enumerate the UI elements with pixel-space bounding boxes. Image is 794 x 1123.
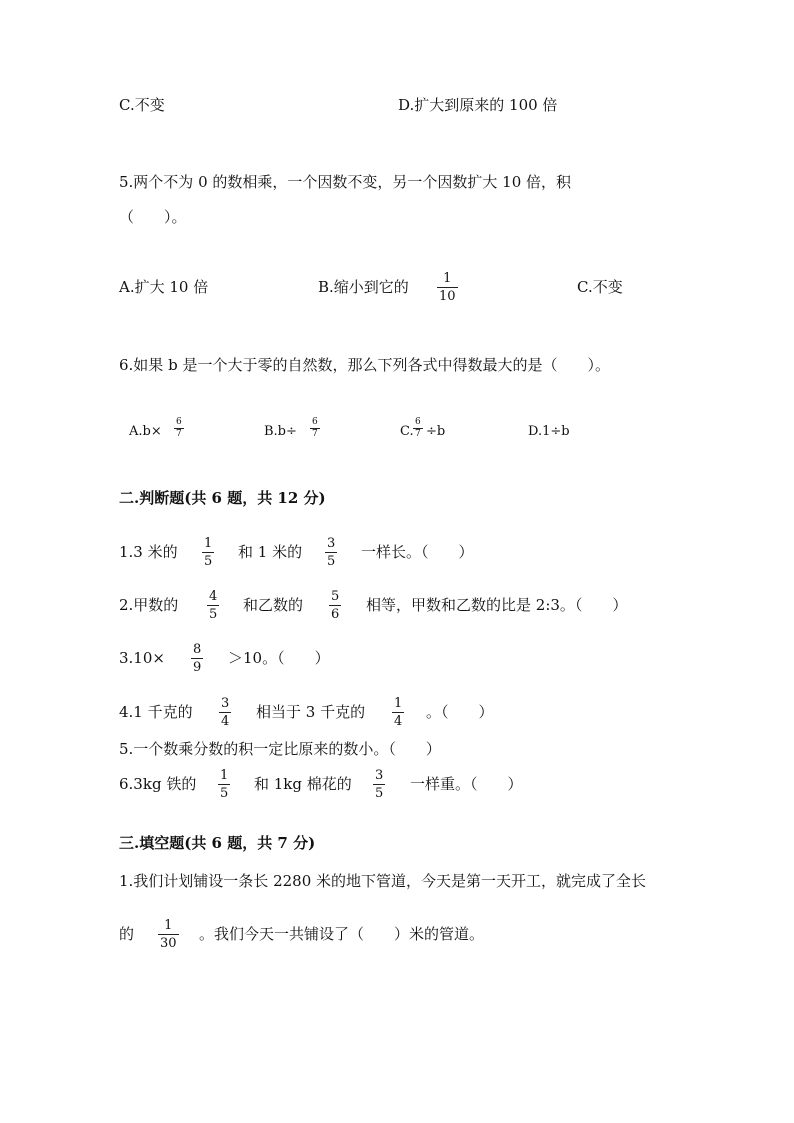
fraction-numerator: 1 [394, 696, 403, 711]
j4-text-b: 相当于 3 千克的 [256, 703, 366, 721]
fraction-numerator: 1 [220, 768, 229, 783]
f1-text-post: 。我们今天一共铺设了（ ）米的管道。 [199, 925, 485, 943]
fraction-bar [219, 712, 231, 713]
j1-text-a: 1.3 米的 [119, 543, 178, 561]
j3-fraction-1 [191, 643, 203, 674]
j6-text-a: 6.3kg 铁的 [119, 775, 197, 793]
fraction-bar [373, 784, 385, 785]
j1-text-b: 和 1 米的 [238, 543, 303, 561]
j3-text-a: 3.10× [119, 649, 165, 667]
fraction-numerator: 3 [375, 768, 384, 783]
fraction-numerator: 8 [193, 642, 202, 657]
j4-text-a: 4.1 千克的 [119, 703, 193, 721]
q5-question-line1: 5.两个不为 0 的数相乘，一个因数不变，另一个因数扩大 10 倍，积 [119, 173, 572, 191]
j4-fraction-1 [219, 697, 231, 728]
fraction-bar [207, 605, 219, 606]
fraction-bar [218, 784, 230, 785]
fraction-denominator: 5 [327, 554, 336, 569]
q6-option-d: D.1÷b [528, 424, 570, 439]
fraction-denominator: 5 [375, 786, 384, 801]
q5-option-b-fraction [437, 272, 458, 303]
fraction-numerator: 6 [312, 417, 318, 427]
q5-option-c: C.不变 [577, 278, 623, 296]
fraction-bar [202, 552, 214, 553]
fraction-numerator: 3 [327, 536, 336, 551]
j2-fraction-1 [207, 590, 219, 621]
fraction-bar [437, 287, 458, 288]
fraction-bar [158, 934, 179, 935]
j4-fraction-2 [392, 697, 404, 728]
fraction-bar [329, 605, 341, 606]
fraction-denominator: 7 [176, 429, 182, 439]
fraction-numerator: 1 [443, 271, 452, 286]
q4-option-d: D.扩大到原来的 100 倍 [398, 96, 558, 114]
fraction-denominator: 30 [160, 936, 177, 951]
fraction-denominator: 7 [415, 429, 421, 439]
q4-option-c: C.不变 [119, 96, 165, 114]
f1-fraction [158, 919, 179, 950]
j2-text-b: 和乙数的 [243, 596, 304, 614]
j1-fraction-1 [202, 537, 214, 568]
q6-option-a-prefix: A.b× [129, 424, 162, 439]
fraction-bar [325, 552, 337, 553]
q6-option-b-fraction [310, 418, 320, 439]
fraction-denominator: 9 [193, 660, 202, 675]
q6-question: 6.如果 b 是一个大于零的自然数，那么下列各式中得数最大的是（ ）。 [119, 356, 610, 374]
fraction-bar [191, 658, 203, 659]
j2-fraction-2 [329, 590, 341, 621]
f1-question-line1: 1.我们计划铺设一条长 2280 米的地下管道，今天是第一天开工，就完成了全长 [119, 872, 647, 890]
fraction-numerator: 4 [209, 589, 218, 604]
j1-text-c: 一样长。（ ） [361, 543, 474, 561]
q6-option-b-prefix: B.b÷ [264, 424, 297, 439]
fraction-numerator: 6 [415, 417, 421, 427]
q6-option-c-suffix: ÷b [426, 424, 446, 439]
fraction-numerator: 6 [176, 417, 182, 427]
f1-text-pre: 的 [119, 925, 135, 943]
q5-option-a: A.扩大 10 倍 [119, 278, 209, 296]
q5-question-line2: （ ）。 [119, 208, 187, 226]
fraction-denominator: 5 [220, 786, 229, 801]
fraction-numerator: 3 [221, 696, 230, 711]
fraction-denominator: 5 [204, 554, 213, 569]
j2-text-a: 2.甲数的 [119, 596, 179, 614]
fraction-denominator: 7 [312, 429, 318, 439]
fraction-denominator: 4 [394, 714, 403, 729]
j1-fraction-2 [325, 537, 337, 568]
j6-text-c: 一样重。（ ） [410, 775, 523, 793]
j5-text: 5.一个数乘分数的积一定比原来的数小。（ ） [119, 740, 441, 758]
q6-option-c-prefix: C. [400, 424, 414, 439]
fraction-denominator: 10 [439, 289, 456, 304]
q6-option-c-fraction [413, 418, 423, 439]
fraction-denominator: 6 [331, 607, 340, 622]
section-2-title: 二.判断题(共 6 题，共 12 分) [119, 489, 326, 507]
fraction-denominator: 4 [221, 714, 230, 729]
fraction-numerator: 5 [331, 589, 340, 604]
fraction-numerator: 1 [164, 918, 173, 933]
j3-text-b: ＞10。（ ） [228, 649, 330, 667]
j6-fraction-2 [373, 769, 385, 800]
section-3-title: 三.填空题(共 6 题，共 7 分) [119, 834, 316, 852]
j2-text-c: 相等，甲数和乙数的比是 2:3。（ ） [366, 596, 628, 614]
j4-text-c: 。（ ） [426, 703, 494, 721]
q6-option-a-fraction [174, 418, 184, 439]
fraction-denominator: 5 [209, 607, 218, 622]
fraction-numerator: 1 [204, 536, 213, 551]
j6-text-b: 和 1kg 棉花的 [254, 775, 352, 793]
fraction-bar [392, 712, 404, 713]
q5-option-b: B.缩小到它的 [318, 278, 409, 296]
j6-fraction-1 [218, 769, 230, 800]
